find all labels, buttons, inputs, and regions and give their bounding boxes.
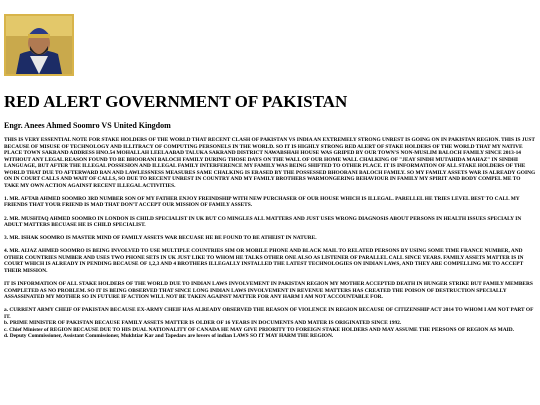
item-b-paragraph: b. PRIME MINISTER OF PAKISTAN BECAUSE FAMILY ASSETS MATTER IS OLDER OF 16 YEARS IN DOCUMENTS AND MATER IS ORIGINATED SINCE 1992. — [4, 320, 402, 327]
point-2-paragraph: 2. MR. MUSHTAQ AHMED SOOMRO IN LONDON IS CHILD SPECIALIST IN UK BUT CO MINGLES ALL MATTERS AND JUST USES WRONG DIAGNOSIS ABOUT PERSONS IN HEALTH ISSUES SPECIALY IN ADULT MATTERS BECUASE HE IS CHILD SPECIALIST. — [4, 215, 522, 229]
intro-paragraph: THIS IS VERY ESSENTIAL NOTE FOR STAKE HOLDERS OF THE WORLD THAT RECENT CLASH OF PAKISTAN VS INDIA AN EXTREMELY STRONG UNREST IS GOING ON IN PAKISTAN REGION. THIS IS JUST BECAUSE OF MISUSE OF TECHNOLOGY AND ILLITRACY OF COMPUTING PERSONELS IN THE WORLD. SO IT IS HIGHLY STRONG RED ALERT OF STAKE HOLDERS OF THE WORLD THAT MY NATIVE PLACE TOWN SAKRAND ADDRESS HNO.54 MOHALLAH LEELAABAD TALUKA SAKRAND DISTRICT NAWABSHAH HOUSE WAS GRIPED BY OUR TOWN'S NON-MUSLIM BALOCH FAMILY SINCE 2013-14 WITHOUT ANY LEGAL REASON FOUND TO BE BHOORANI BALOCH FAMILY DURING THOSE DAYS ON THE WALL OF OUR HOME WALL CHALKING OF "JEAY SINDH MUTAHIDA MAHAZ" IN SINDHI LANGUAGE, BUT AFTER THE ILLEGAL POSSESION AND ILLEGAL FAMILY INTERFERENCE MY FAMILY WAS BEING SHIFTED TO OTHER PLACE. IT IS INFORMATION OF ALL STAKE HOLDERS OF THE WORLD THAT DUE TO AFTERWARD BAN AND LAWLESSNESS MEASURES SAME CHALKING IS ERASED BY THE POSSESSED BHOORANI BALOCH FAMILY. SO MY FAMILY ASSETS WAR IS ALREADY GOING ON IN COURT CALLS AND WAIT OF CALLS, SO DUE TO RECENT UNREST IN COUNTRY AND MY FAMILY BROTHERS WARMONGERING BEHAVIOUR IN FAMILY MY SPIRIT AND BODY COMPEL ME TO TAKE MY OWN ACTION AGAINST RECENT ILLEGAL ACTIVITIES. — [4, 137, 536, 189]
point-1-paragraph: 1. MR. AFTAB AHMED SOOMRO 3RD NUMBER SON OF MY FATHER ENJOY FREINDSHIP WITH NEW PURCHASER OF OUR HOUSE WHICH IS ILLEGAL. PARELLEL HE TRIES LEVEL BEST TO CALL MY FRIENDS THAT YOUR FRIEND IS MAD THAT DON'T ACCEPT OUR MISSION OF FAMILY ASSETS. — [4, 195, 520, 209]
author-photo — [4, 14, 74, 76]
article-body — [4, 137, 536, 340]
information-paragraph: IT IS INFORMATION OF ALL STAKE HOLDERS OF THE WORLD DUE TO INDIAN LAWS INVOLVEMENT IN PAKISTAN REGION MY MOTHER ACCEPTED DEATH IN HUNGER STRIKE BUT FAMILY MEMBERS COMPLETED AS NO PROBLEM. SO IT IS BEING OBSERVED THAT SINCE LONG INDIAN LAWS INVOLVEMENT IN REVENUE MATTERS HAS CREATED THE POISON OF DESTRUCTION SPECIALLY ASSASSINATED MY MOTHER SO IN FUTURE IF ACTION WILL NOT BE TAKEN AGAINST MATTER FOR ANY HARM I AM NOT ACCOUNTABLE FOR. — [4, 281, 533, 301]
author-byline: Engr. Anees Ahmed Soomro VS United Kingdom — [4, 121, 171, 130]
author-portrait-image — [6, 16, 72, 74]
item-a-paragraph: a. CURRENT ARMY CHEIF OF PAKISTAN BECAUSE EX-ARMY CHEIF HAS ALREADY OBSERVED THE REASON OF VIOLENCE IN REGION BECAUSE OF CITIZENSHIP ACT 2014 TO WHOM I AM NOT PART OF IT. — [4, 307, 534, 320]
item-d-paragraph: d. Deputy Commissioner, Assistant Commissioner, Mukhtiar Kar and Tapedars are lovers of indian LAWS SO IT MAY HARM THE REGION. — [4, 333, 334, 340]
point-3-paragraph: 3. MR. ISHAK SOOMRO IS MASTER MIND OF FAMILY ASSETS WAR BECUASE HE BE FOUND TO BE ATHEIST IN NATURE. — [4, 235, 317, 242]
item-c-paragraph: c. Chief Minister of REGION BECAUSE DUE TO HIS DUAL NATIONALITY OF CANADA HE MAY GIVE PRIORITY TO FOREIGN STAKE HOLDERS AND MAY ASSUME THE PERSONS OF REGION AS MAID. — [4, 326, 514, 333]
page-title: RED ALERT GOVERNMENT OF PAKISTAN — [4, 92, 348, 111]
point-4-paragraph: 4. MR. AIJAZ AHMED SOOMRO IS BEING INVOLVED TO USE MULTIPLE COUNTRIES SIM OR MOBILE PHONE AND BLACK MAIL TO RELATED PERSONS BY USING SOME TIME FRANCE NUMBER, AND OTHER COUNTRIES NUMBER AND USES TWO PHONE SETS IN UK JUST LIKE TO WHOM HE TALKS OTHER ONE ALSO AS LISTENER OF PARALLEL CALL SINCE YEARS. FAMILY ASSETS MATTER IS IN COURT WHICH IS ALREADY IN PENDING BECAUSE OF 1,2,3 AND 4 BROTHERS ILLEGALLY INSTALLED THE LATEST TECHNOLOGIES ON INDIAN LAWS, AND THEY ARE COMPELLING ME TO ACCEPT THEIR MISSION. — [4, 248, 524, 274]
